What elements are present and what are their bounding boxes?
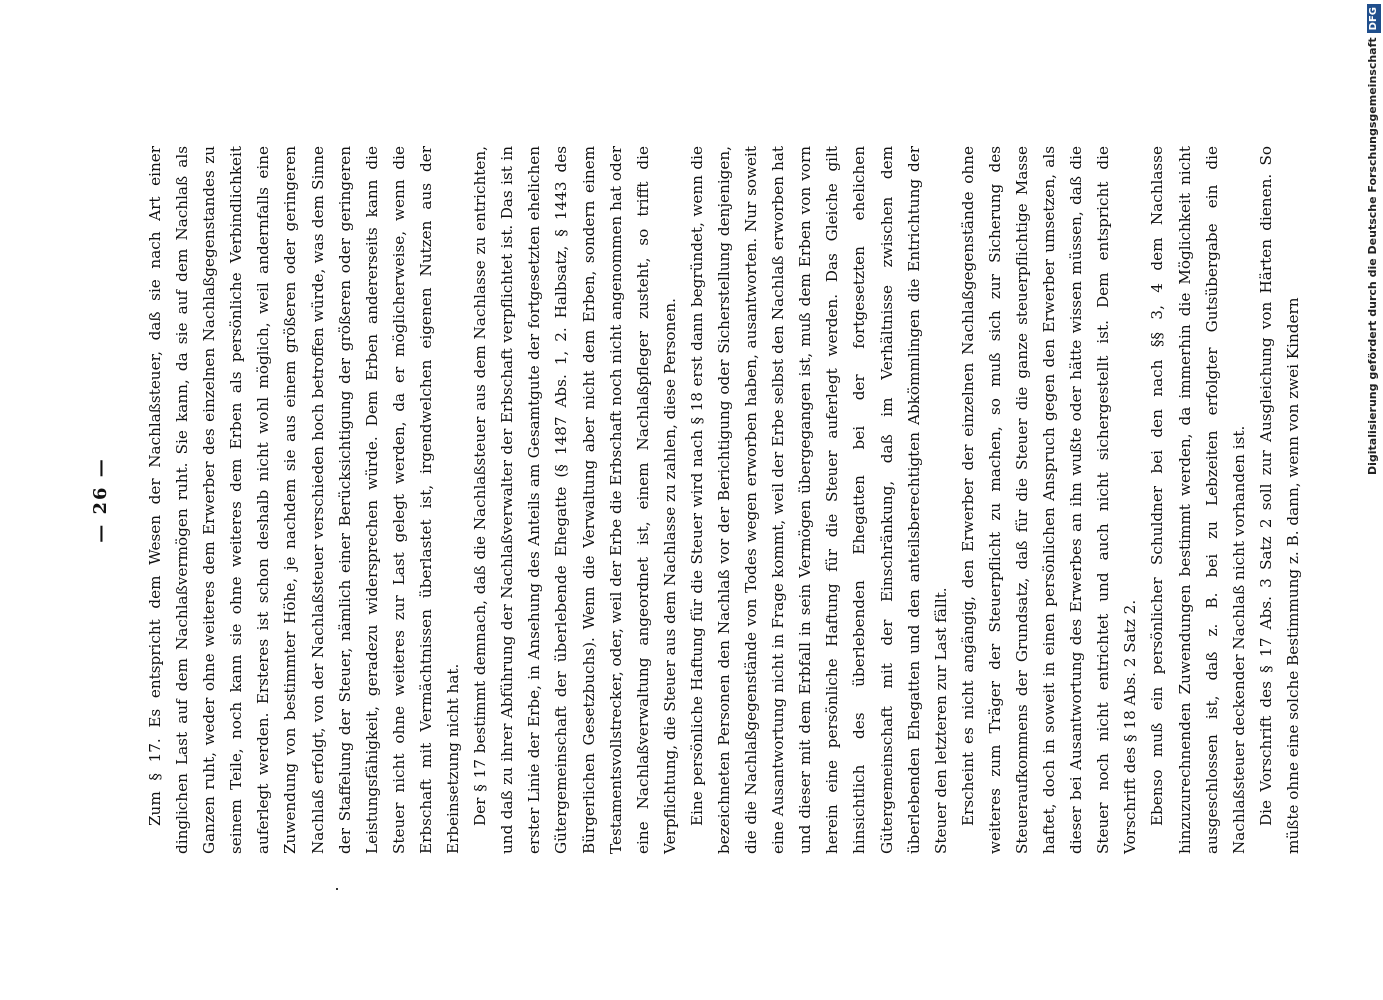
document-page (90, 140, 1302, 860)
stamp-text: Digitalisierung gefördert durch die Deutsche Forschungsgemeinschaft (1366, 37, 1379, 476)
dfg-logo: DFG (1367, 4, 1381, 33)
paragraph-2: Der § 17 bestimmt demnach, daß die Nachlaßsteuer aus dem Nachlasse zu entrichten, und daß zu ihrer Abführung der Nachlaßverwalter der Erbschaft verpflichtet ist. Das ist in erster Linie der Erbe, in Ansehung des Anteils am Gesamtgute der fortgesetzten ehelichen Gütergemeinschaft der überlebende Ehegatte (§ 1487 Abs. 1, 2. Halbsatz, § 1443 des Bürgerlichen Gesetzbuchs). Wenn die Verwaltung aber nicht dem Erben, sondern einem Testamentsvollstrecker, oder, weil der Erbe die Erbschaft noch nicht angenommen hat oder eine Nachlaßverwaltung angeordnet ist, einem Nachlaßpfleger zusteht, so trifft die Verpflichtung, die Steuer aus dem Nachlasse zu zahlen, diese Personen. (471, 146, 679, 854)
paragraph-6: Die Vorschrift des § 17 Abs. 3 Satz 2 soll zur Ausgleichung von Härten dienen. So müßte ohne eine solche Bestimmung z. B. dann, wenn von zwei Kindern (1256, 146, 1302, 854)
paragraph-3: Eine persönliche Haftung für die Steuer wird nach § 18 erst dann begründet, wenn die bezeichneten Personen den Nachlaß vor der Berichtigung oder Sicherstellung denjenigen, die die Nachlaßgegenstände von Todes wegen erworben haben, ausantworten. Nur soweit eine Ausantwortung nicht in Frage kommt, weil der Erbe selbst den Nachlaß erworben hat und dieser mit dem Erbfall in sein Vermögen übergegangen ist, muß dem Erben von vorn herein eine persönliche Haftung für die Steuer auferlegt werden. Das Gleiche gilt hinsichtlich des überlebenden Ehegatten bei der fortgesetzten ehelichen Gütergemeinschaft mit der Einschränkung, daß im Verhältnisse zwischen dem überlebenden Ehegatten und den anteilsberechtigten Abkömmlingen die Entrichtung der Steuer den letzteren zur Last fällt. (687, 146, 950, 854)
page-number: — 26 — (90, 457, 111, 543)
scan-speck (336, 888, 338, 890)
paragraph-5: Ebenso muß ein persönlicher Schuldner bei den nach §§ 3, 4 dem Nachlasse hinzuzurechnenden Zuwendungen bestimmt werden, da immerhin die Möglichkeit nicht ausgeschlossen ist, daß z. B. bei zu Lebzeiten erfolgter Gutsübergabe ein die Nachlaßsteuer deckender Nachlaß nicht vorhanden ist. (1148, 146, 1248, 854)
paragraph-1: Zum § 17. Es entspricht dem Wesen der Nachlaßsteuer, daß sie nach Art einer dinglichen Last auf dem Nachlaßvermögen ruht. Sie kann, da sie auf dem Nachlaß als Ganzen ruht, weder ohne weiteres dem Erwerber des einzelnen Nachlaßgegenstandes zu seinem Teile, noch kann sie ohne weiteres dem Erben als persönliche Verbindlichkeit auferlegt werden. Ersteres ist schon deshalb nicht wohl möglich, weil andernfalls eine Zuwendung von bestimmter Höhe, je nachdem sie aus einem größeren oder geringeren Nachlaß erfolgt, von der Nachlaßsteuer verschieden hoch betroffen würde, was dem Sinne der Staffelung der Steuer, nämlich einer Berücksichtigung der größeren oder geringeren Leistungsfähigkeit, geradezu widersprechen würde. Dem Erben andererseits kann die Steuer nicht ohne weiteres zur Last gelegt werden, da er möglicherweise, wenn die Erbschaft mit Vermächtnissen überlastet ist, irgendwelchen eigenen Nutzen aus der Erbeinsetzung nicht hat. (146, 146, 463, 854)
text-body (142, 146, 1307, 854)
digitization-stamp (1362, 4, 1383, 994)
paragraph-4: Erscheint es nicht angängig, den Erwerber der einzelnen Nachlaßgegenstände ohne weiteres zum Träger der Steuerpflicht zu machen, so muß sich zur Sicherung des Steueraufkommens der Grundsatz, daß für die Steuer die ganze steuerpflichtige Masse haftet, doch in soweit in einen persönlichen Anspruch gegen den Erwerber umsetzen, als dieser bei Ausantwortung des Erwerbes an ihn wußte oder hätte wissen müssen, daß die Steuer noch nicht entrichtet und auch nicht sichergestellt ist. Dem entspricht die Vorschrift des § 18 Abs. 2 Satz 2. (958, 146, 1140, 854)
